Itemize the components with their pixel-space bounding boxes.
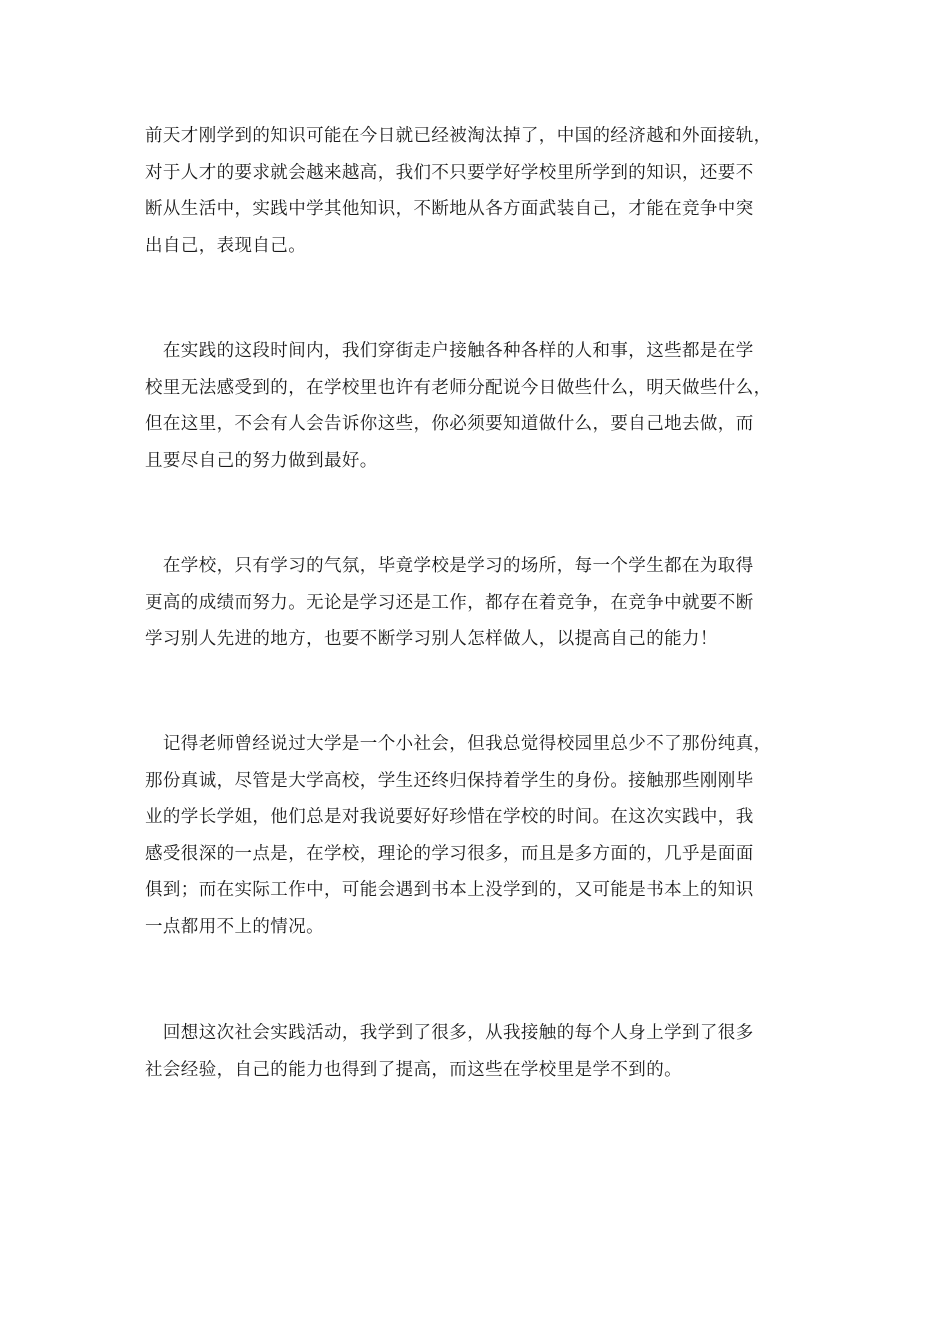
text-line: 学习别人先进的地方，也要不断学习别人怎样做人，以提高自己的能力！ <box>145 629 718 649</box>
text-line: 校里无法感受到的，在学校里也许有老师分配说今日做些什么，明天做些什么， <box>145 377 772 398</box>
text-line: 对于人才的要求就会越来越高，我们不只要学好学校里所学到的知识，还要不 <box>145 162 754 183</box>
text-line: 回想这次社会实践活动，我学到了很多，从我接触的每个人身上学到了很多 <box>145 1023 754 1043</box>
paragraph-1 <box>145 118 810 264</box>
text-line: 在学校，只有学习的气氛，毕竟学校是学习的场所，每一个学生都在为取得 <box>145 556 754 576</box>
paragraph-3 <box>145 548 810 658</box>
text-line: 但在这里，不会有人会告诉你这些，你必须要知道做什么，要自己地去做，而 <box>145 414 754 434</box>
text-line: 在实践的这段时间内，我们穿街走户接触各种各样的人和事，这些都是在学 <box>145 341 754 361</box>
text-line: 社会经验，自己的能力也得到了提高，而这些在学校里是学不到的。 <box>145 1059 682 1080</box>
paragraph-5 <box>145 1015 810 1088</box>
text-line: 且要尽自己的努力做到最好。 <box>145 450 378 471</box>
paragraph-4 <box>145 726 810 945</box>
text-line: 记得老师曾经说过大学是一个小社会，但我总觉得校园里总少不了那份纯真， <box>145 734 772 754</box>
paragraph-2 <box>145 333 810 479</box>
text-line: 前天才刚学到的知识可能在今日就已经被淘汰掉了，中国的经济越和外面接轨， <box>145 126 772 146</box>
text-line: 业的学长学姐，他们总是对我说要好好珍惜在学校的时间。在这次实践中，我 <box>145 807 754 827</box>
text-line: 俱到；而在实际工作中，可能会遇到书本上没学到的，又可能是书本上的知识 <box>145 880 754 900</box>
text-line: 断从生活中，实践中学其他知识，不断地从各方面武装自己，才能在竞争中突 <box>145 199 754 219</box>
text-line: 感受很深的一点是，在学校，理论的学习很多，而且是多方面的，几乎是面面 <box>145 843 754 864</box>
text-line: 一点都用不上的情况。 <box>145 916 324 937</box>
text-line: 那份真诚，尽管是大学高校，学生还终归保持着学生的身份。接触那些刚刚毕 <box>145 770 754 791</box>
text-line: 出自己，表现自己。 <box>145 235 307 256</box>
text-line: 更高的成绩而努力。无论是学习还是工作，都存在着竞争，在竞争中就要不断 <box>145 592 754 613</box>
